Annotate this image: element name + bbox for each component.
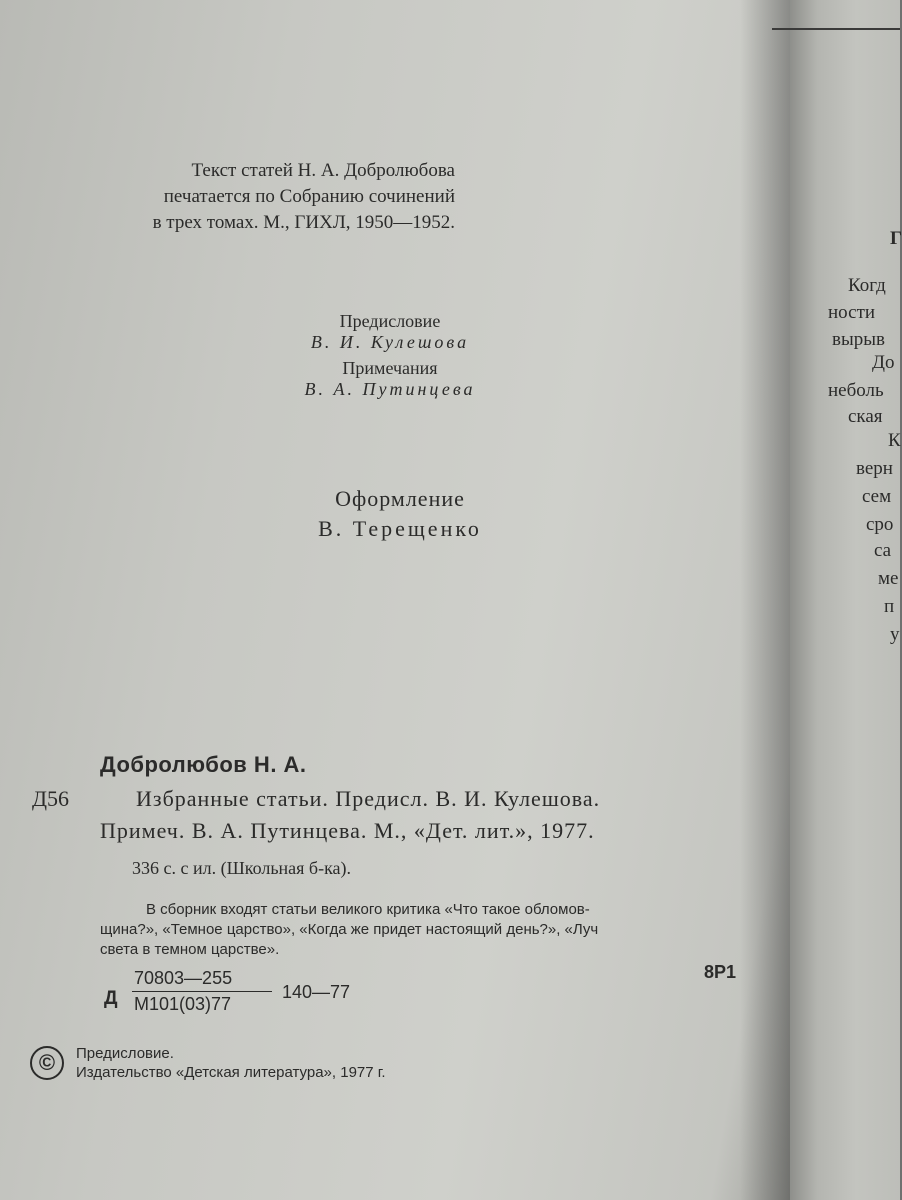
- right-page-fragment: у: [890, 624, 900, 645]
- source-note-line: Текст статей Н. А. Добролюбова: [191, 160, 455, 181]
- right-page-fragment: верн: [856, 458, 893, 479]
- right-page-fragment: ская: [848, 406, 883, 427]
- fraction-denominator: М101(03)77: [134, 994, 232, 1014]
- design-label: Оформление: [335, 486, 465, 511]
- catalog-code: Д56: [32, 786, 70, 811]
- fraction-numerator: 70803—255: [134, 968, 233, 988]
- catalog-pages: 336 с. с ил. (Школьная б-ка).: [132, 858, 352, 878]
- right-page-fragment: сро: [866, 514, 894, 535]
- source-note-line: печатается по Собранию сочинений: [163, 186, 455, 207]
- copyright-icon: ©: [30, 1046, 64, 1080]
- preface-label: Предисловие: [339, 311, 441, 331]
- source-note-line: в трех томах. М., ГИХЛ, 1950—1952.: [152, 212, 455, 233]
- right-page-fragment: са: [874, 540, 892, 561]
- catalog-entry-line: Примеч. В. А. Путинцева. М., «Дет. лит.», 1977.: [100, 818, 595, 843]
- right-page-fragment: п: [884, 596, 895, 617]
- notes-label: Примечания: [342, 358, 438, 378]
- catalog-author: Добролюбов Н. А.: [100, 752, 307, 777]
- preface-credit: [240, 311, 540, 353]
- design-credit: [250, 486, 550, 542]
- catalog-bbk: 8Р1: [704, 962, 737, 982]
- notes-author: В. А. Путинцева: [304, 379, 476, 399]
- right-page-fragment: неболь: [828, 380, 884, 401]
- right-page-fragment: вырыв: [832, 329, 885, 350]
- copyright-line: Предисловие.: [76, 1045, 174, 1062]
- annotation-line: щина?», «Темное царство», «Когда же придет настоящий день?», «Луч: [100, 921, 599, 938]
- copyright-text: [76, 1044, 386, 1082]
- right-page-fragment: До: [872, 352, 895, 373]
- catalog-entry-line: Избранные статьи. Предисл. В. И. Кулешова.: [136, 786, 601, 811]
- right-page-rule: [772, 28, 900, 30]
- annotation-line: света в темном царстве».: [100, 941, 280, 958]
- right-page: [790, 0, 900, 1200]
- catalog-fraction: [132, 968, 272, 1015]
- right-page-fragment: сем: [862, 486, 892, 507]
- right-page-fragment: Когд: [848, 275, 886, 296]
- source-note: [153, 158, 455, 236]
- catalog-annotation: [100, 900, 598, 960]
- catalog-d-letter: Д: [104, 988, 118, 1009]
- preface-author: В. И. Кулешова: [310, 332, 470, 352]
- annotation-line: В сборник входят статьи великого критика «Что такое обломов-: [146, 901, 590, 918]
- right-page-fragment: Г: [890, 228, 902, 249]
- copyright-line: Издательство «Детская литература», 1977 г.: [76, 1064, 386, 1081]
- notes-credit: [240, 358, 540, 400]
- right-page-fragment: К: [888, 430, 901, 451]
- right-page-fragment: ме: [878, 568, 899, 589]
- right-page-fragment: ности: [828, 302, 876, 323]
- catalog-index: 140—77: [282, 982, 351, 1002]
- design-author: В. Терещенко: [318, 516, 482, 541]
